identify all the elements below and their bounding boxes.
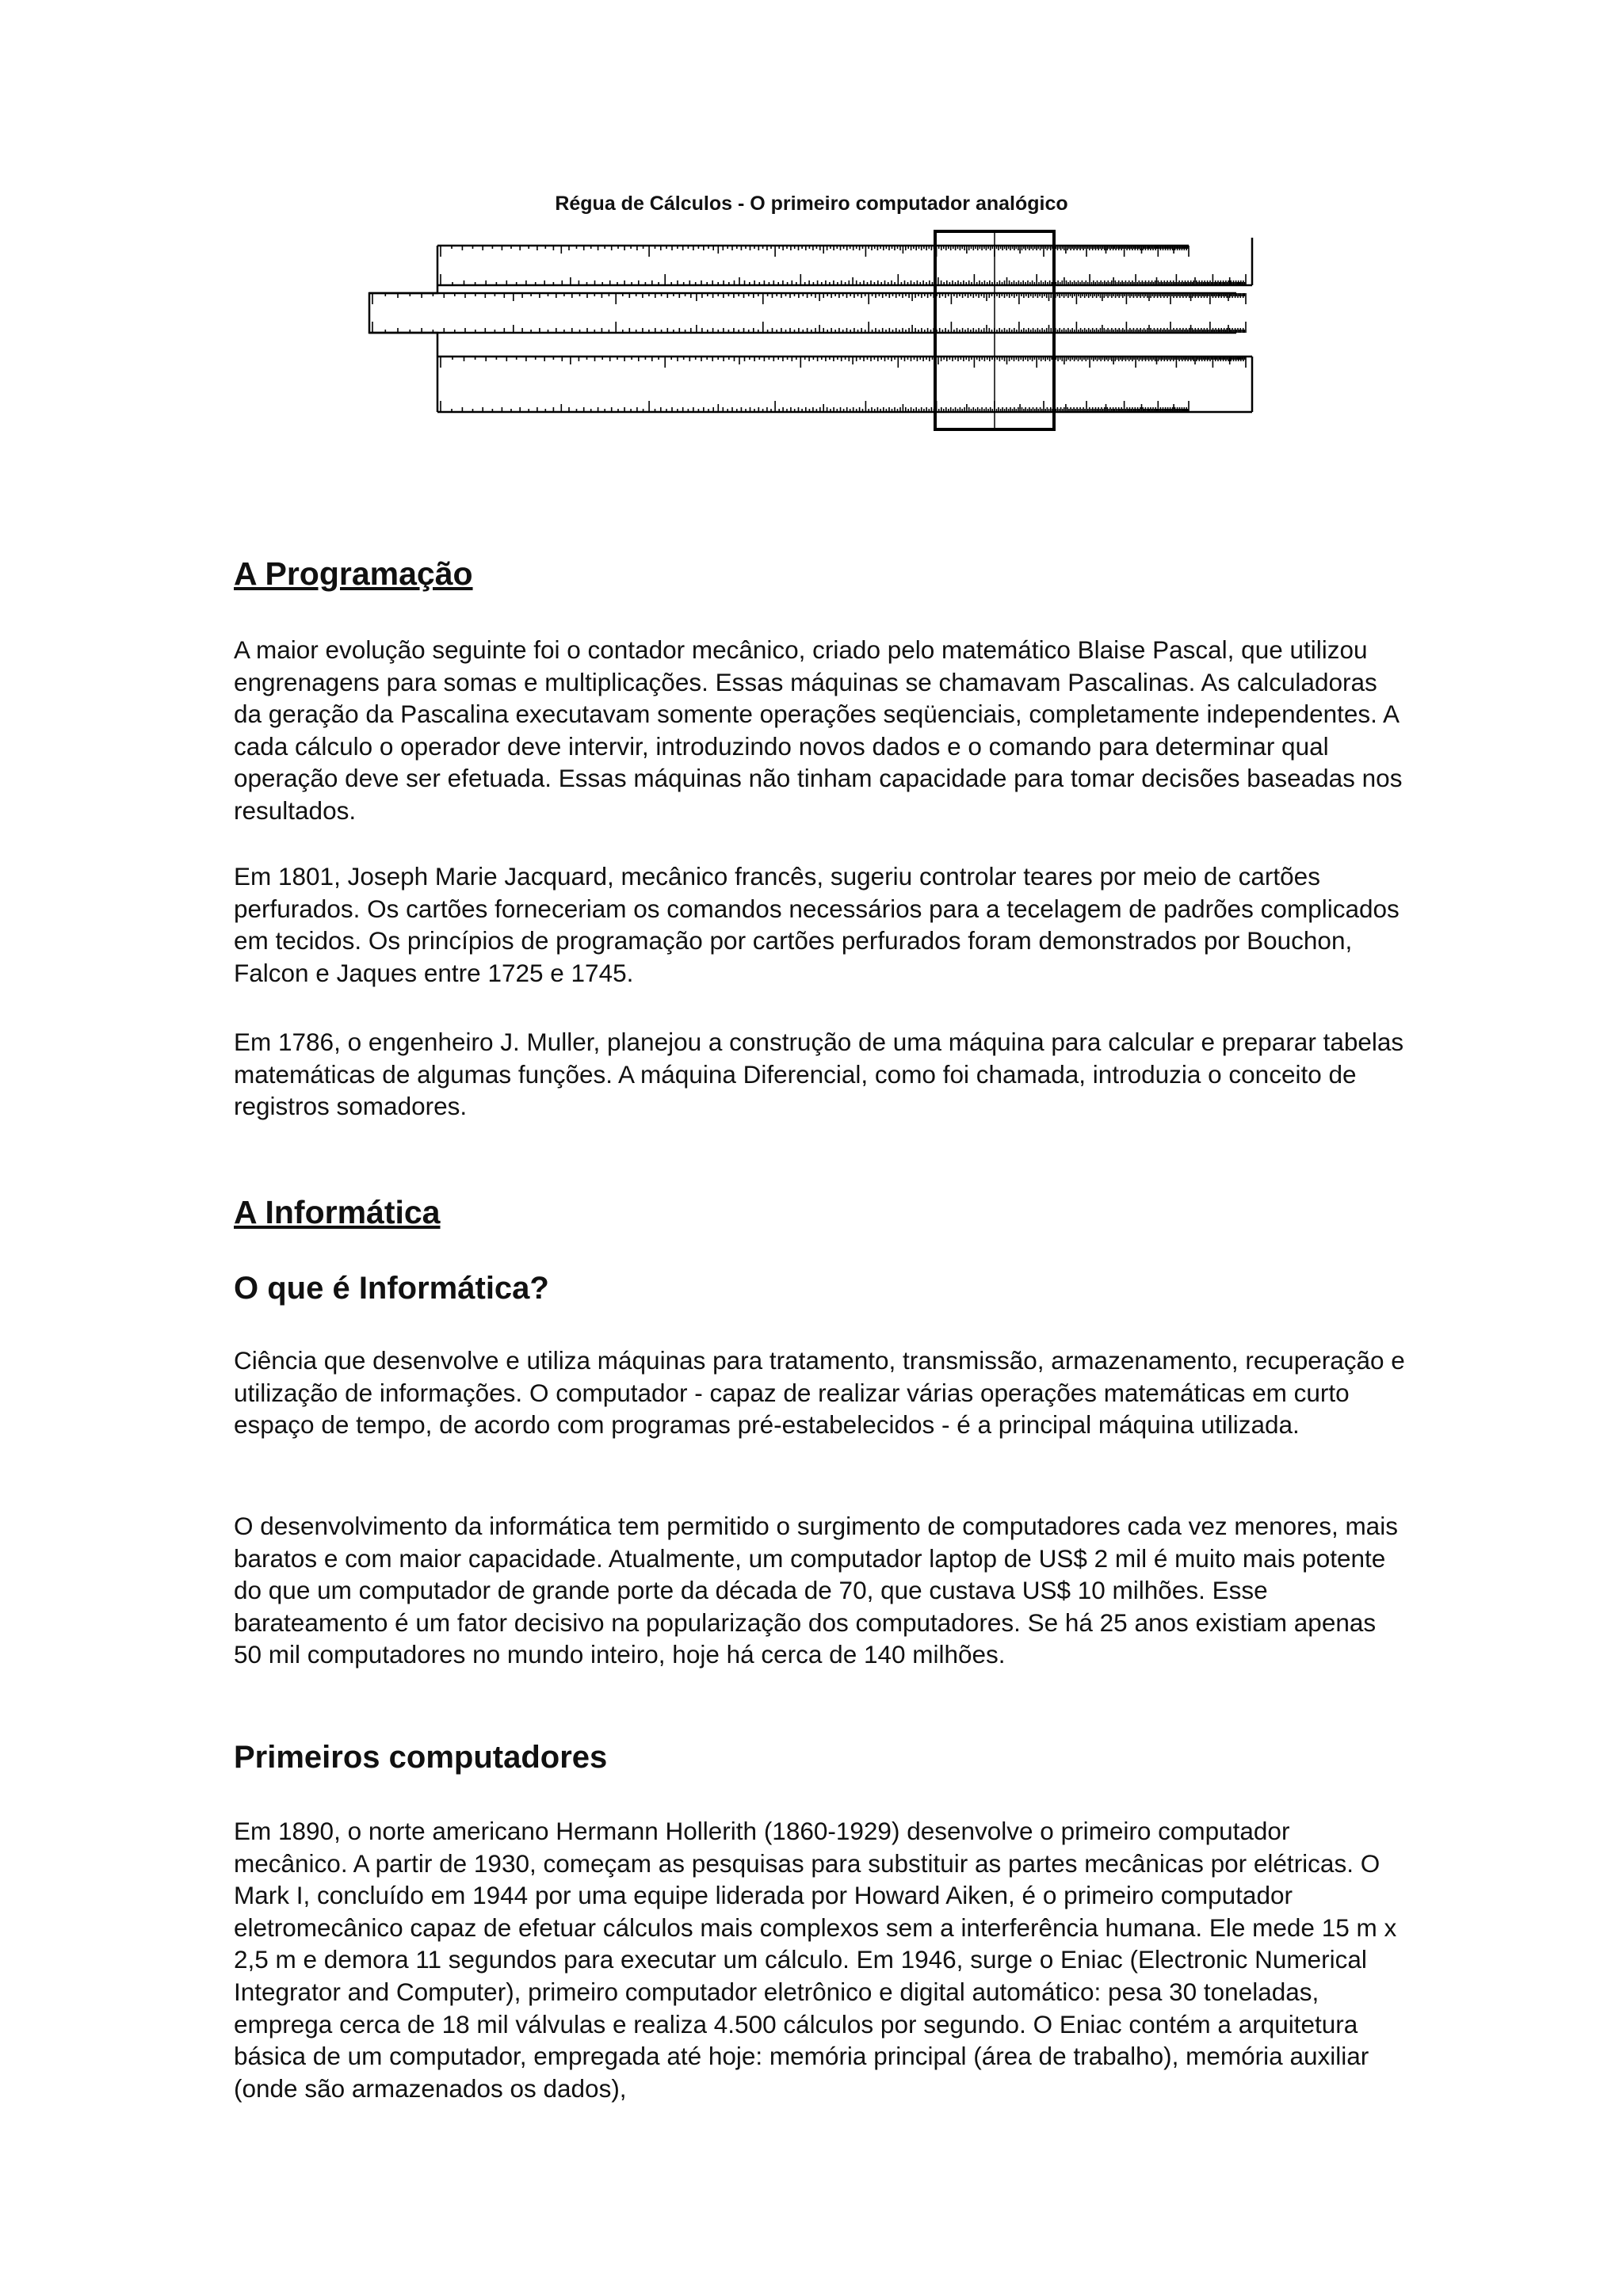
section-title-programacao: A Programação [234, 555, 473, 592]
section-title-primeiros: Primeiros computadores [234, 1740, 608, 1775]
section-title-informatica: A Informática [234, 1194, 441, 1230]
paragraph: O desenvolvimento da informática tem permitido o surgimento de computadores cada vez menores, mais baratos e com maior capacidade. Atualmente, um computador laptop de US$ 2 mil é muito mais potente do que um computador de grande porte da década de 70, que custava US$ 10 milhões. Esse barateamento é um fator decisivo na popularização dos computadores. Se há 25 anos existiam apenas 50 mil computadores no mundo inteiro, hoje há cerca de 140 milhões. [234, 1512, 1398, 1669]
paragraph: A maior evolução seguinte foi o contador mecânico, criado pelo matemático Blaise Pascal, que utilizou engrenagens para somas e multiplicações. Essas máquinas se chamavam Pascalinas. As calculadoras da geração da Pascalina executavam somente operações seqüenciais, completamente independentes. A cada cálculo o operador deve intervir, introduzindo novos dados e o comando para determinar qual operação deve ser efetuada. Essas máquinas não tinham capacidade para tomar decisões baseadas nos resultados. [234, 635, 1403, 825]
paragraph: Em 1801, Joseph Marie Jacquard, mecânico francês, sugeriu controlar teares por meio de cartões perfurados. Os cartões forneceriam os comandos necessários para a tecelagem de padrões complicados em tecidos. Os princípios de programação por cartões perfurados foram demonstrados por Bouchon, Falcon e Jaques entre 1725 e 1745. [234, 862, 1400, 987]
section-subtitle: O que é Informática? [234, 1271, 549, 1306]
figure-caption: Régua de Cálculos - O primeiro computador analógico [555, 193, 1068, 215]
paragraph: Ciência que desenvolve e utiliza máquinas para tratamento, transmissão, armazenamento, recuperação e utilização de informações. O computador - capaz de realizar várias operações matemáticas em curto espaço de tempo, de acordo com programas pré-estabelecidos - é a principal máquina utilizada. [234, 1346, 1405, 1440]
paragraph: Em 1890, o norte americano Hermann Hollerith (1860-1929) desenvolve o primeiro computador mecânico. A partir de 1930, começam as pesquisas para substituir as partes mecânicas por elétricas. O Mark I, concluído em 1944 por uma equipe liderada por Howard Aiken, é o primeiro computador eletromecânico capaz de efetuar cálculos mais complexos sem a interferência humana. Ele mede 15 m x 2,5 m e demora 11 segundos para executar um cálculo. Em 1946, surge o Eniac (Electronic Numerical Integrator and Computer), primeiro computador eletrônico e digital automático: pesa 30 toneladas, emprega cerca de 18 mil válvulas e realiza 4.500 cálculos por segundo. O Eniac contém a arquitetura básica de um computador, empregada até hoje: memória principal (área de trabalho), memória auxiliar (onde são armazenados os dados), [234, 1817, 1397, 2103]
paragraph: Em 1786, o engenheiro J. Muller, planejou a construção de uma máquina para calcular e preparar tabelas matemáticas de algumas funções. A máquina Diferencial, como foi chamada, introduzia o conceito de registros somadores. [234, 1028, 1404, 1121]
slide-rule-image [365, 230, 1270, 431]
